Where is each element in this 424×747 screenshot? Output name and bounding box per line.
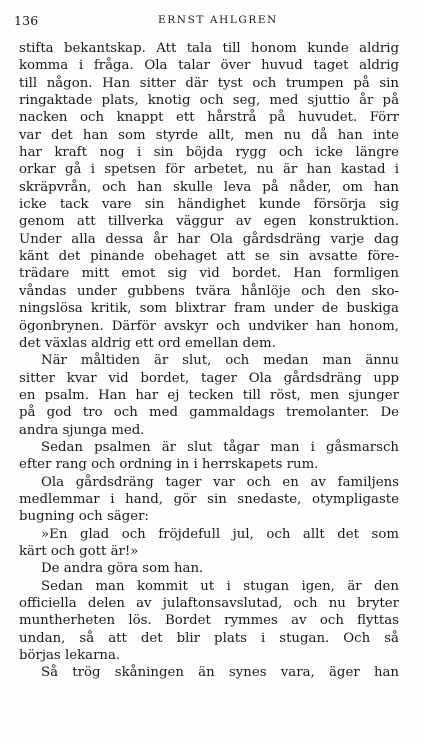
text-line: våndas under gubbens tvära hånlöje och den sko-	[19, 283, 399, 299]
text-line: ögonbrynen. Därför avskyr och undviker han honom,	[19, 318, 399, 334]
text-line: Under alla dessa år har Ola gårdsdräng varje dag	[19, 231, 399, 247]
text-line: andra sjunga med.	[19, 422, 145, 438]
text-line: muntherheten lös. Bordet rymmes av och flyttas	[19, 613, 399, 629]
text-line: De andra göra som han.	[41, 561, 204, 577]
text-line: bugning och säger:	[19, 509, 149, 525]
text-line: kärt och gott är!»	[19, 543, 139, 559]
text-line: skräpvrån, och han skulle leva på nåder, om han	[19, 179, 399, 195]
text-line: känt det pinande obehaget att se sin avsatte före-	[19, 249, 399, 265]
text-line: till någon. Han sitter där tyst och trumpen på sin	[19, 75, 399, 91]
text-line: icke tack vare sin händighet kunde försörja sig	[19, 197, 399, 213]
text-line: Ola gårdsdräng tager var och en av familjens	[41, 474, 399, 490]
text-line: Så trög skåningen än synes vara, äger han	[41, 665, 399, 681]
text-line: en psalm. Han har ej tecken till röst, men sjunger	[19, 387, 399, 403]
text-line: nacken och knappt ett hårstrå på huvudet. Förr	[19, 110, 399, 126]
text-line: undan, så att det blir plats i stugan. Och så	[19, 630, 399, 646]
text-line: börjas lekarna.	[19, 648, 121, 664]
text-line: har kraft nog i sin böjda rygg och icke längre	[19, 145, 399, 161]
text-line: trädare mitt emot sig vid bordet. Han formligen	[19, 266, 399, 282]
body-text	[19, 40, 399, 682]
text-line: komma i fråga. Ola talar över huvud taget aldrig	[19, 58, 399, 74]
text-line: officiella delen av julaftonsavslutad, och nu bryter	[19, 596, 399, 611]
text-line: medlemmar i hand, gör sin snedaste, otympligaste	[19, 491, 399, 507]
text-line: Sedan man kommit ut i stugan igen, är den	[41, 578, 399, 594]
text-line: genom att tillverka väggur av egen konstruktion.	[19, 214, 399, 230]
text-line: När måltiden är slut, och medan man ännu	[41, 353, 399, 369]
text-line: »En glad och fröjdefull jul, och allt det som	[41, 526, 399, 542]
text-line: Sedan psalmen är slut tågar man i gåsmarsch	[41, 439, 399, 455]
text-line: sitter kvar vid bordet, tager Ola gårdsdräng upp	[19, 370, 399, 386]
text-line: på god tro och med gammaldags tremolanter. De	[19, 405, 399, 421]
text-line: efter rang och ordning in i herrskapets rum.	[19, 457, 319, 473]
text-line: stifta bekantskap. Att tala till honom kunde aldrig	[19, 41, 399, 56]
page-number: 136	[14, 13, 39, 28]
text-line: ringaktade plats, knotig och seg, med sjuttio år på	[19, 93, 399, 109]
text-line: var det han som styrde allt, men nu då han inte	[19, 127, 399, 143]
text-line: ningslösa kritik, som blixtrar fram under de buskiga	[19, 301, 399, 317]
page-header	[14, 13, 410, 29]
running-head: ERNST AHLGREN	[158, 14, 278, 26]
text-line: orkar gå i spetsen för arbetet, nu är han kastad i	[19, 162, 399, 178]
text-line: det växlas aldrig ett ord emellan dem.	[19, 335, 276, 351]
